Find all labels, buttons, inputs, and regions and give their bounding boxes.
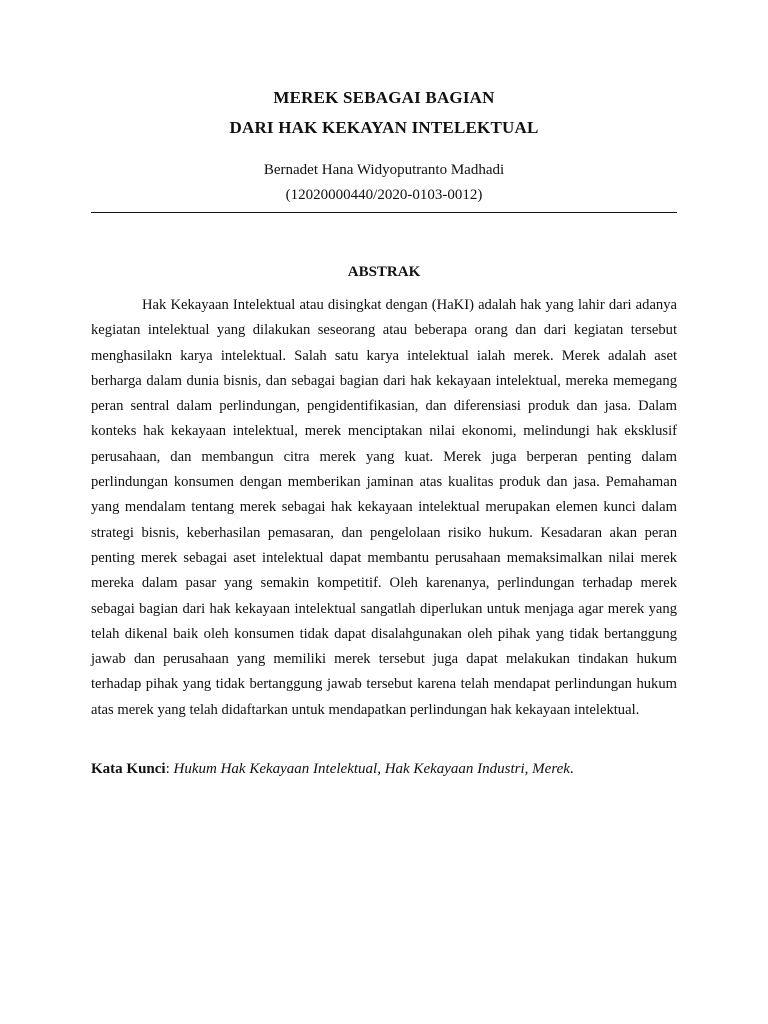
author-student-id: (12020000440/2020-0103-0012)	[285, 187, 483, 203]
keywords-separator: :	[165, 761, 174, 777]
abstract-paragraph: Hak Kekayaan Intelektual atau disingkat dengan (HaKI) adalah hak yang lahir dari adanya kegiatan intelektual yang dilakukan seseorang atau beberapa orang dan dari kegiatan tersebut menghasilakn karya intelektual. Salah satu karya intelektual ialah merek. Merek adalah aset berharga dalam dunia bisnis, dan sebagai bagian dari hak kekayaan intelektual, mereka memegang peran sentral dalam perlindungan, pengidentifikasian, dan diferensiasi produk dan jasa. Dalam konteks hak kekayaan intelektual, merek menciptakan nilai ekonomi, melindungi hak eksklusif perusahaan, dan membangun citra merek yang kuat. Merek juga berperan penting dalam perlindungan konsumen dengan memberikan jaminan atas kualitas produk dan jasa. Pemahaman yang mendalam tentang merek sebagai hak kekayaan intelektual merupakan elemen kunci dalam strategi bisnis, keberhasilan pemasaran, dan pengelolaan risiko hukum. Kesadaran akan peran penting merek sebagai aset intelektual dapat membantu perusahaan memaksimalkan nilai merek mereka dalam pasar yang semakin kompetitif. Oleh karenanya, perlindungan terhadap merek sebagai bagian dari hak kekayaan intelektual sangatlah diperlukan untuk menjaga agar merek yang telah dikenal baik oleh konsumen tidak dapat disalahgunakan oleh pihak yang tidak bertanggung jawab dan perusahaan yang memiliki merek tersebut juga dapat melakukan tindakan hukum terhadap pihak yang tidak bertanggung jawab tersebut karena telah mendapat perlindungan hukum atas merek yang telah didaftarkan untuk mendapatkan perlindungan hak kekayaan intelektual.	[91, 297, 677, 718]
document-title-line-1: MEREK SEBAGAI BAGIAN	[273, 88, 495, 107]
keywords-end: .	[569, 761, 574, 777]
abstract-heading: ABSTRAK	[347, 264, 421, 280]
keywords-terms: Hukum Hak Kekayaan Intelektual, Hak Kekayaan Industri, Merek	[173, 761, 570, 777]
author-name: Bernadet Hana Widyoputranto Madhadi	[263, 162, 505, 178]
document-title-line-2: DARI HAK KEKAYAN INTELEKTUAL	[229, 118, 539, 137]
header-divider	[91, 212, 677, 213]
keywords-line	[91, 758, 677, 780]
keywords-label: Kata Kunci	[91, 761, 166, 777]
